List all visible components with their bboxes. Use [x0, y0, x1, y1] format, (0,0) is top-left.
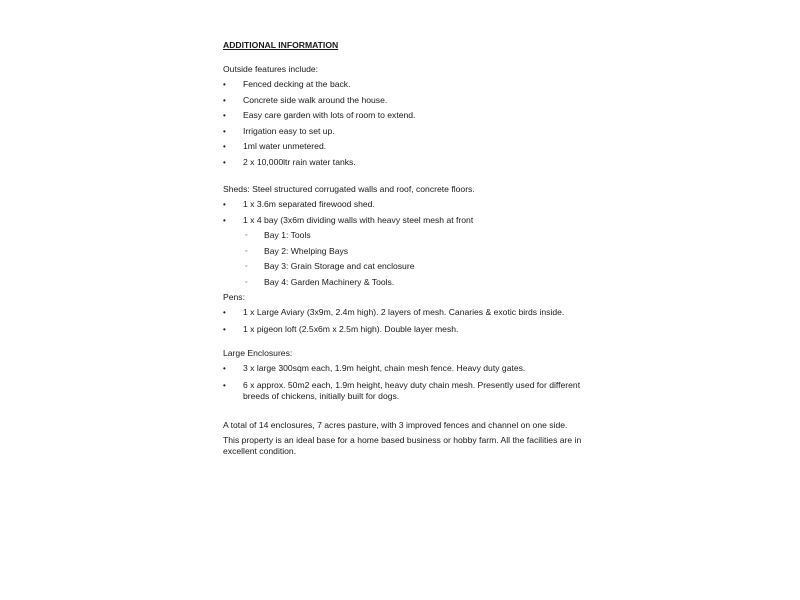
sheds-intro: Sheds: Steel structured corrugated walls and roof, concrete floors. — [223, 184, 475, 194]
closing-paragraph-2: This property is an ideal base for a home based business or hobby farm. All the facilities are in excellent condition. — [223, 435, 582, 456]
enclosures-intro: Large Enclosures: — [223, 348, 293, 358]
closing-paragraph-1: A total of 14 enclosures, 7 acres pasture, with 3 improved fences and channel on one side. — [223, 420, 568, 430]
outside-features-list — [223, 79, 583, 168]
enclosures-list — [223, 363, 583, 402]
list-item: • 2 x 10,000ltr rain water tanks. — [223, 157, 583, 168]
list-item: ◦ Bay 1: Tools — [223, 230, 583, 241]
list-item: • 3 x large 300sqm each, 1.9m height, chain mesh fence. Heavy duty gates. — [223, 363, 583, 374]
pens-intro: Pens: — [223, 292, 245, 302]
document-page — [223, 40, 583, 457]
list-item: • Irrigation easy to set up. — [223, 126, 583, 137]
list-item: ◦ Bay 2: Whelping Bays — [223, 246, 583, 257]
list-item: • 1ml water unmetered. — [223, 141, 583, 152]
list-item: ◦ Bay 4: Garden Machinery & Tools. — [223, 277, 583, 288]
list-item: • Easy care garden with lots of room to extend. — [223, 110, 583, 121]
list-item: • Concrete side walk around the house. — [223, 95, 583, 106]
list-item: • 1 x 4 bay (3x6m dividing walls with heavy steel mesh at front — [223, 215, 583, 226]
list-item: • 1 x Large Aviary (3x9m, 2.4m high). 2 layers of mesh. Canaries & exotic birds inside. — [223, 307, 583, 318]
pens-list — [223, 307, 583, 335]
list-item: • 1 x pigeon loft (2.5x6m x 2.5m high). Double layer mesh. — [223, 324, 583, 335]
bays-list — [223, 230, 583, 288]
list-item: • Fenced decking at the back. — [223, 79, 583, 90]
list-item: • 6 x approx. 50m2 each, 1.9m height, heavy duty chain mesh. Presently used for different breeds of chickens, initially built for dogs. — [223, 380, 583, 402]
outside-intro: Outside features include: — [223, 64, 319, 74]
section-heading: ADDITIONAL INFORMATION — [223, 40, 339, 50]
list-item: • 1 x 3.6m separated firewood shed. — [223, 199, 583, 210]
sheds-list — [223, 199, 583, 226]
list-item: ◦ Bay 3: Grain Storage and cat enclosure — [223, 261, 583, 272]
